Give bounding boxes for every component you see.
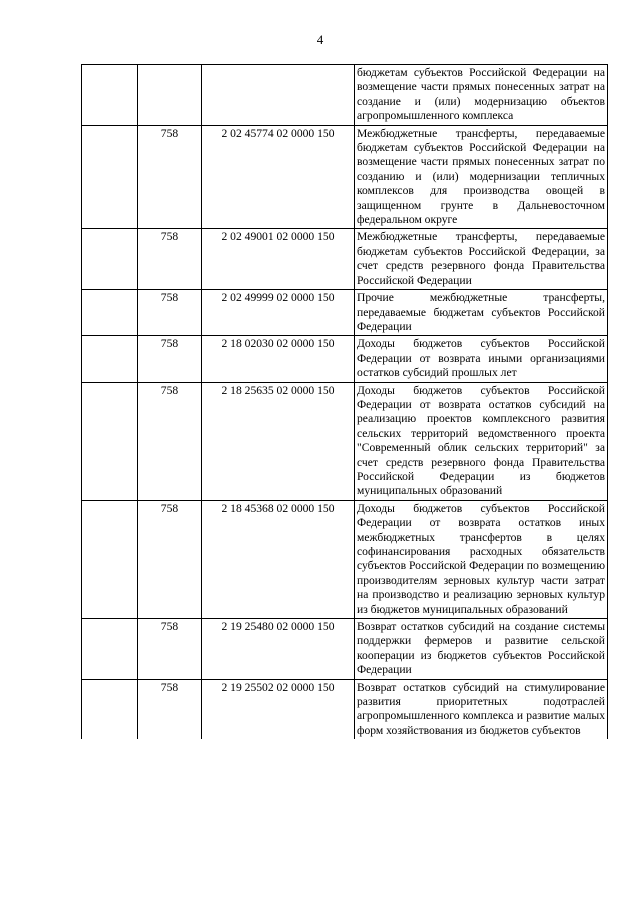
income-name-cell: Межбюджетные трансферты, передаваемые бюджетам субъектов Российской Федерации, за счет средств резервного фонда Правительства Российской Федерации xyxy=(355,229,608,290)
budget-code-cell: 2 19 25480 02 0000 150 xyxy=(202,619,355,680)
admin-code-cell: 758 xyxy=(138,336,202,382)
income-name-cell: Прочие межбюджетные трансферты, передаваемые бюджетам субъектов Российской Федерации xyxy=(355,290,608,336)
table-row xyxy=(82,65,608,126)
row-number-cell xyxy=(82,65,138,126)
budget-code-cell: 2 18 45368 02 0000 150 xyxy=(202,500,355,618)
income-name-cell: Межбюджетные трансферты, передаваемые бюджетам субъектов Российской Федерации на возмещение части прямых понесенных затрат по созданию и (или) модернизации тепличных комплексов для производства овощей в защищенном грунте в Дальневосточном федеральном округе xyxy=(355,125,608,229)
row-number-cell xyxy=(82,382,138,500)
table-row xyxy=(82,382,608,500)
row-number-cell xyxy=(82,500,138,618)
table-row xyxy=(82,619,608,680)
admin-code-cell: 758 xyxy=(138,290,202,336)
table-row xyxy=(82,125,608,229)
budget-code-cell xyxy=(202,65,355,126)
income-name-cell: Доходы бюджетов субъектов Российской Федерации от возврата иными организациями остатков субсидий прошлых лет xyxy=(355,336,608,382)
admin-code-cell: 758 xyxy=(138,125,202,229)
budget-code-cell: 2 18 02030 02 0000 150 xyxy=(202,336,355,382)
row-number-cell xyxy=(82,619,138,680)
budget-code-cell: 2 19 25502 02 0000 150 xyxy=(202,679,355,739)
admin-code-cell: 758 xyxy=(138,679,202,739)
budget-codes-table xyxy=(81,64,608,739)
table-row xyxy=(82,679,608,739)
row-number-cell xyxy=(82,336,138,382)
budget-code-cell: 2 02 45774 02 0000 150 xyxy=(202,125,355,229)
table-row xyxy=(82,290,608,336)
table-row xyxy=(82,229,608,290)
row-number-cell xyxy=(82,679,138,739)
income-name-cell: бюджетам субъектов Российской Федерации на возмещение части прямых понесенных затрат на создание и (или) модернизацию объектов агропромышленного комплекса xyxy=(355,65,608,126)
admin-code-cell: 758 xyxy=(138,500,202,618)
admin-code-cell: 758 xyxy=(138,619,202,680)
table-row xyxy=(82,336,608,382)
income-name-cell: Доходы бюджетов субъектов Российской Федерации от возврата остатков субсидий на реализацию проектов комплексного развития сельских территорий ведомственного проекта "Современный облик сельских территорий" за счет средств резервного фонда Правительства Российской Федерации из бюджетов муниципальных образований xyxy=(355,382,608,500)
row-number-cell xyxy=(82,290,138,336)
income-name-cell: Возврат остатков субсидий на создание системы поддержки фермеров и развитие сельской кооперации из бюджетов субъектов Российской Федерации xyxy=(355,619,608,680)
income-name-cell: Доходы бюджетов субъектов Российской Федерации от возврата остатков иных межбюджетных трансфертов в целях софинансирования расходных обязательств субъектов Российской Федерации по возмещению производителям зерновых культур части затрат на производство и реализацию зерновых культур из бюджетов муниципальных образований xyxy=(355,500,608,618)
row-number-cell xyxy=(82,229,138,290)
row-number-cell xyxy=(82,125,138,229)
budget-code-cell: 2 18 25635 02 0000 150 xyxy=(202,382,355,500)
budget-code-cell: 2 02 49999 02 0000 150 xyxy=(202,290,355,336)
page-number: 4 xyxy=(316,32,324,47)
income-name-cell: Возврат остатков субсидий на стимулирование развития приоритетных подотраслей агропромышленного комплекса и развитие малых форм хозяйствования из бюджетов субъектов xyxy=(355,679,608,739)
admin-code-cell: 758 xyxy=(138,382,202,500)
admin-code-cell: 758 xyxy=(138,229,202,290)
budget-code-cell: 2 02 49001 02 0000 150 xyxy=(202,229,355,290)
admin-code-cell xyxy=(138,65,202,126)
table-row xyxy=(82,500,608,618)
